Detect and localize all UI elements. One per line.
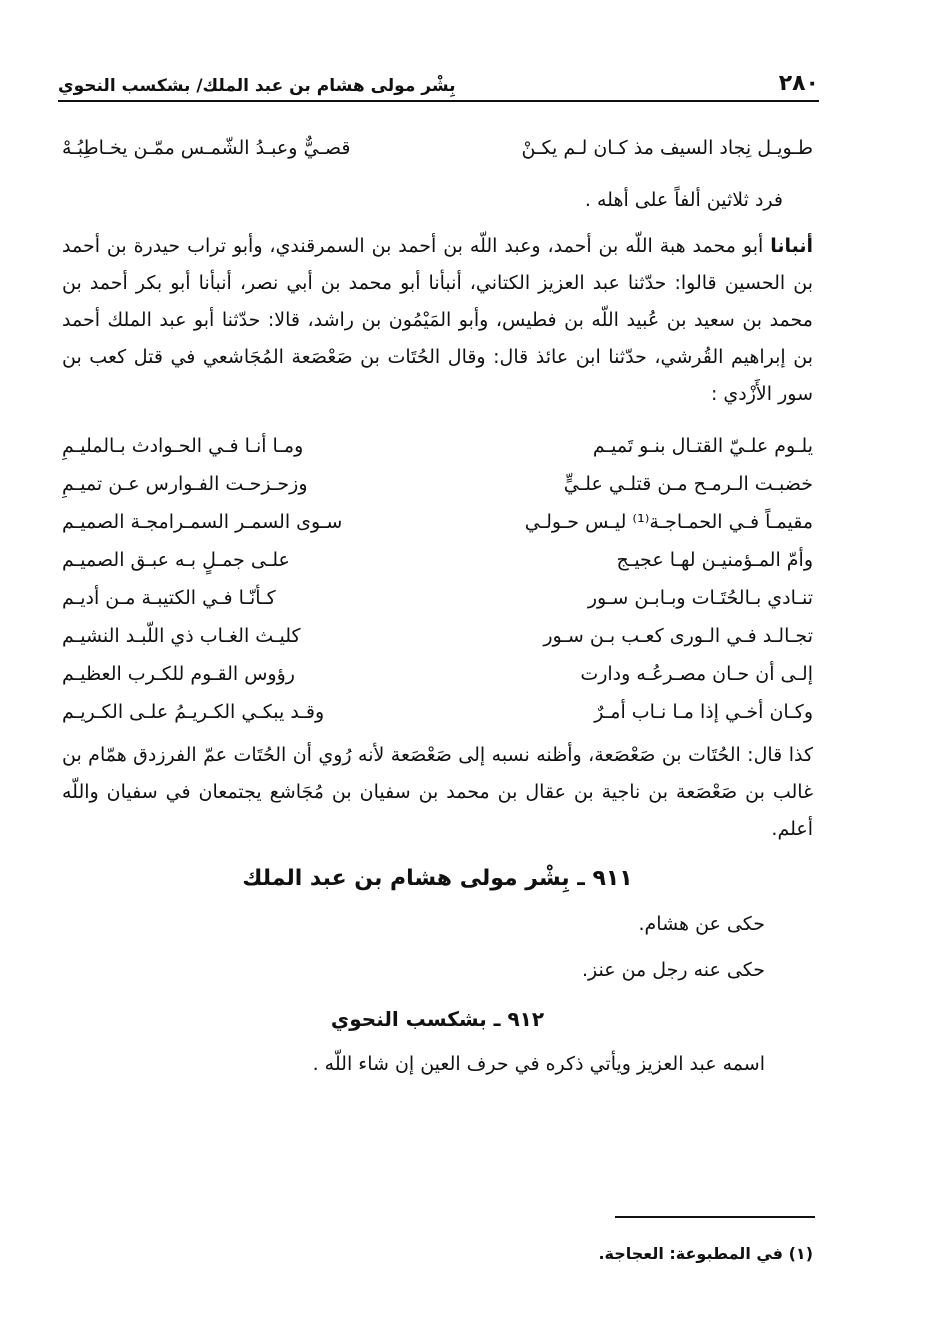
verse-hemistich-second: رؤوس القـوم للكـرب العظيـم [62,663,295,685]
poem-verse [62,693,813,731]
entry-912-heading: ٩١٢ ـ بشكسب النحوي [330,1007,545,1031]
footnote: (١) في المطبوعة: العجاجة. [598,1244,813,1263]
isnad-paragraph [62,228,813,413]
isnad-lead-word: أنبانا [770,235,813,257]
page-content [62,128,813,1087]
verse-hemistich-first: طـويـل نِجاد السيف مذ كـان لـم يكـنْ [521,137,813,159]
continuation-line: فرد ثلاثين ألفاً على أهله . [584,189,783,211]
verse-hemistich-first: وكـان أخـي إذا مـا نـاب أمـرٌ [594,701,813,723]
page-header [58,62,819,102]
verse-hemistich-first: وأمّ المـؤمنيـن لهـا عجيـج [616,549,813,571]
poem-verse [62,427,813,465]
verse-hemistich-second: قصـيٌّ وعبـدُ الشّمـس ممّـن يخـاطِبُـهْ [62,137,351,159]
verse-hemistich-second: ومـا أنـا فـي الحـوادث بـالمليـمِ [62,435,304,457]
verse-hemistich-first: يلـوم علـيّ القتـال بنـو تَميـم [592,435,813,457]
entry-912-line: اسمه عبد العزيز ويأتي ذكره في حرف العين إن شاء اللّه . [312,1053,765,1075]
commentary-paragraph: كذا قال: الحُتَات بن صَعْصَعة، وأظنه نسبه إلى صَعْصَعة لأنه رُوي أن الحُتَات عمّ الفرزدق همّام بن غالب بن صَعْصَعة بن ناجية بن عقال بن محمد بن سفيان بن مُجَاشع يجتمعان في سفيان واللّه أعلم. [62,744,813,840]
poem-verse [62,541,813,579]
verse-hemistich-second: وقـد يبكـي الكـريـمُ علـى الكـريـم [62,701,325,723]
poem-verse [62,465,813,503]
running-title: بِشْر مولى هشام بن عبد الملك/ بشكسب النحوي [58,76,456,96]
verse-hemistich-second: كليـث الغـاب ذي اللّبـد النشيـم [62,625,301,647]
isnad-text: أبو محمد هبة اللّه بن أحمد، وعبد اللّه بن أحمد بن السمرقندي، وأبو تراب حيدرة بن أحمد بن الحسين قالوا: حدّثنا عبد العزيز الكتاني، أنبأنا أبو محمد بن أبي نصر، أنبأنا أبو بكر أحمد بن محمد بن سعيد بن عُبيد اللّه بن فطيس، وأبو المَيْمُون بن راشد، قالا: حدّثنا أبو عبد الملك أحمد بن إبراهيم القُرشي، حدّثنا ابن عائذ قال: وقال الحُتَات بن صَعْصَعة المُجَاشعي في قتل كعب بن سور الأَزْدي : [62,235,813,405]
verse-hemistich-second: وزحـزحـت الفـوارس عـن تميـمِ [62,473,308,495]
top-verse [62,128,813,168]
poem-verse [62,655,813,693]
poem [62,427,813,731]
entry-911-heading: ٩١١ ـ بِشْر مولى هشام بن عبد الملك [242,866,633,891]
poem-verse [62,503,813,541]
entry-911-line: حكى عنه رجل من عنز. [581,959,765,981]
page-number: ٢٨٠ [778,71,819,96]
verse-hemistich-first: خضبـت الـرمـح مـن قتلـي علـيٍّ [563,473,813,495]
verse-hemistich-first: تنـادي بـالحُتَـات وبـابـن سـور [587,587,813,609]
verse-hemistich-second: سـوى السمـر السمـرامجـة الصميـم [62,511,343,533]
entry-911-line: حكى عن هشام. [638,913,765,935]
verse-hemistich-second: كـأنّـا فـي الكتيبـة مـن أديـم [62,587,276,609]
verse-hemistich-first: تجـالـد فـي الـورى كعـب بـن سـور [543,625,813,647]
verse-hemistich-first: مقيمـاً فـي الحمـاجـة⁽¹⁾ ليـس حـولـي [524,511,813,533]
verse-hemistich-first: إلـى أن حـان مصـرعُـه ودارت [580,663,813,685]
verse-hemistich-second: علـى جمـلٍ بـه عبـق الصميـم [62,549,290,571]
poem-verse [62,579,813,617]
footnote-divider [615,1216,815,1218]
poem-verse [62,617,813,655]
